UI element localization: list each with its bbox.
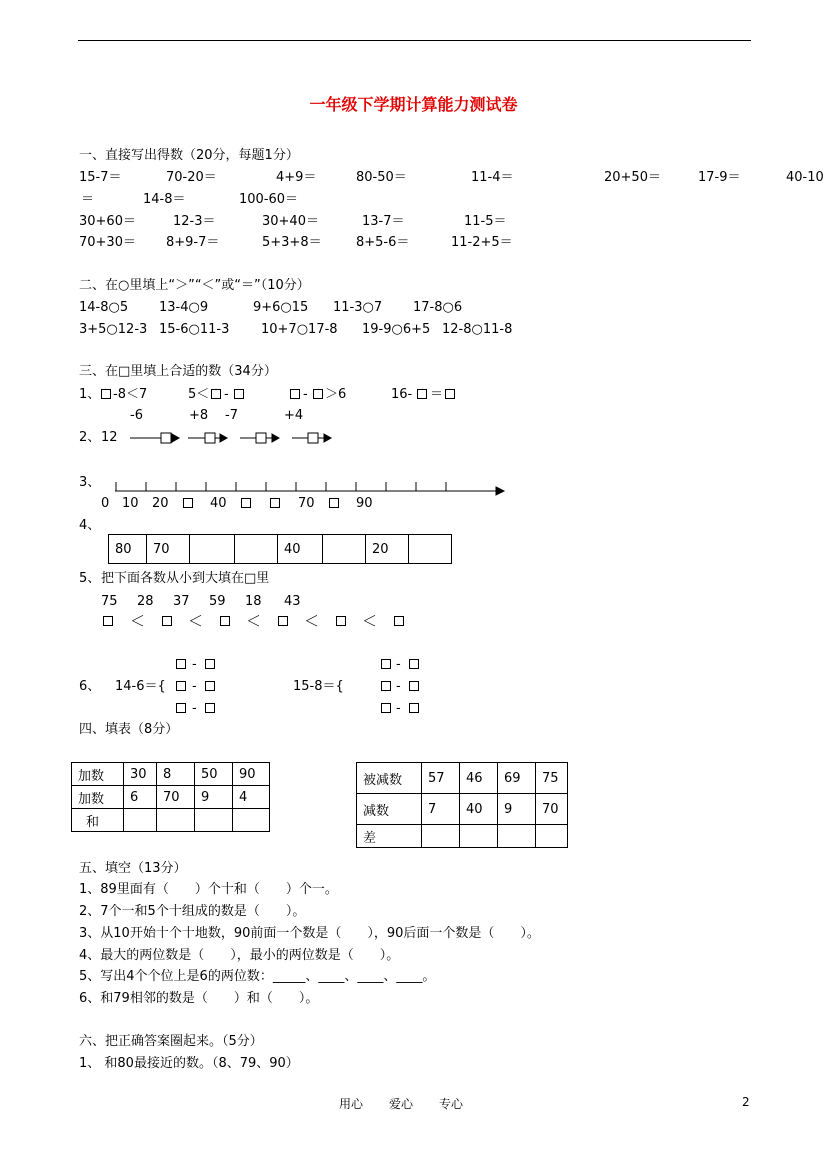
table-cell: 70 xyxy=(157,786,195,809)
table-cell: 减数 xyxy=(357,794,422,825)
page-number: 2 xyxy=(742,1095,750,1109)
number-line-label: 40 xyxy=(210,496,227,511)
blank-box xyxy=(101,387,111,403)
table-cell xyxy=(124,809,157,832)
number-line-label: 90 xyxy=(356,496,373,511)
page-title: 一年级下学期计算能力测试卷 xyxy=(309,95,518,114)
number: 18 xyxy=(245,594,262,609)
table-cell xyxy=(498,825,536,848)
table-cell: 差 xyxy=(357,825,422,848)
table-cell: 70 xyxy=(536,794,568,825)
compare-problem: 12-8○11-8 xyxy=(442,322,513,337)
number: 37 xyxy=(173,594,190,609)
blank-box xyxy=(176,657,186,673)
blank-box xyxy=(290,387,300,403)
arrow-operation: -7 xyxy=(225,408,238,423)
table-cell: 9 xyxy=(195,786,233,809)
blank-box xyxy=(409,657,419,673)
table-cell: 和 xyxy=(72,809,124,832)
problem: 40-10 xyxy=(786,170,824,185)
question-number: 6、 xyxy=(79,679,101,694)
table-cell xyxy=(233,809,270,832)
table-cell: 6 xyxy=(124,786,157,809)
blank-box xyxy=(205,679,215,695)
decompose-equation: 14-6＝{ xyxy=(115,679,166,694)
counting-table xyxy=(108,534,452,564)
table-cell: 46 xyxy=(460,763,498,794)
problem: ＝ xyxy=(81,192,95,207)
blank-box xyxy=(183,496,193,512)
table-cell: 被减数 xyxy=(357,763,422,794)
blank-box xyxy=(394,614,404,630)
compare-problem: 17-8○6 xyxy=(413,300,463,315)
problem: 80-50＝ xyxy=(356,170,407,185)
compare-problem: 13-4○9 xyxy=(159,300,209,315)
problem: 30+60＝ xyxy=(79,214,136,229)
table-cell: 80 xyxy=(109,535,147,564)
minus-sign: - xyxy=(192,679,197,694)
table-cell: 4 xyxy=(233,786,270,809)
minus-sign: - xyxy=(396,701,401,716)
less-than-sign: ＜ xyxy=(304,612,320,630)
question-number: 4、 xyxy=(79,518,101,533)
footer-word: 用心 xyxy=(339,1097,364,1111)
problem: 20+50＝ xyxy=(604,170,661,185)
problem-text: -8＜7 xyxy=(113,387,148,402)
problem: 12-3＝ xyxy=(173,214,216,229)
fill-item: 5、写出4个个位上是6的两位数：_____、____、____、____。 xyxy=(79,969,436,984)
compare-problem: 19-9○6+5 xyxy=(362,322,431,337)
problem-text: 5＜ xyxy=(188,387,210,402)
footer-word: 专心 xyxy=(439,1097,464,1111)
table-cell xyxy=(460,825,498,848)
compare-problem: 9+6○15 xyxy=(253,300,309,315)
problem: 11-5＝ xyxy=(464,214,507,229)
table-cell: 57 xyxy=(422,763,460,794)
number: 43 xyxy=(284,594,301,609)
blank-box xyxy=(409,679,419,695)
blank-box xyxy=(445,387,455,403)
table-cell xyxy=(409,535,452,564)
problem: 14-8＝ xyxy=(143,192,186,207)
problem: 70+30＝ xyxy=(79,235,136,250)
table-cell xyxy=(422,825,460,848)
section2-heading: 二、在○里填上“＞”“＜”或“＝”（10分） xyxy=(79,278,310,293)
compare-problem: 15-6○11-3 xyxy=(159,322,230,337)
less-than-sign: ＜ xyxy=(130,612,146,630)
problem: 30+40＝ xyxy=(262,214,319,229)
blank-box xyxy=(234,387,244,403)
table-cell: 加数 xyxy=(72,763,124,786)
number: 75 xyxy=(101,594,118,609)
table-cell: 50 xyxy=(195,763,233,786)
problem-text: ＝ xyxy=(430,387,444,402)
table-cell xyxy=(536,825,568,848)
header-rule xyxy=(78,40,751,41)
fill-item: 2、7个一和5个十组成的数是（ ）。 xyxy=(79,904,306,919)
table-cell xyxy=(195,809,233,832)
table-cell: 8 xyxy=(157,763,195,786)
number: 28 xyxy=(137,594,154,609)
number: 59 xyxy=(209,594,226,609)
addition-table xyxy=(71,762,270,832)
problem: 100-60＝ xyxy=(239,192,299,207)
section4-heading: 四、填表（8分） xyxy=(79,722,179,737)
number-line xyxy=(100,476,510,496)
less-than-sign: ＜ xyxy=(188,612,204,630)
problem: 8+9-7＝ xyxy=(166,235,220,250)
blank-box xyxy=(381,679,391,695)
problem: 13-7＝ xyxy=(362,214,405,229)
minus-sign: - xyxy=(192,657,197,672)
table-cell: 75 xyxy=(536,763,568,794)
table-cell xyxy=(190,535,235,564)
section3-heading: 三、在□里填上合适的数（34分） xyxy=(79,364,277,379)
table-cell: 30 xyxy=(124,763,157,786)
problem: 11-4＝ xyxy=(471,170,514,185)
table-cell: 90 xyxy=(233,763,270,786)
footer-word: 爱心 xyxy=(389,1097,414,1111)
table-cell xyxy=(323,535,366,564)
fill-item: 3、从10开始十个十地数，90前面一个数是（ ），90后面一个数是（ ）。 xyxy=(79,926,540,941)
number-line-label: 70 xyxy=(298,496,315,511)
table-cell: 加数 xyxy=(72,786,124,809)
blank-box xyxy=(220,614,230,630)
compare-problem: 10+7○17-8 xyxy=(261,322,338,337)
section6-heading: 六、把正确答案圈起来。（5分） xyxy=(79,1034,263,1049)
subtraction-table xyxy=(356,762,568,848)
blank-box xyxy=(381,657,391,673)
blank-box xyxy=(381,701,391,717)
blank-box xyxy=(103,614,113,630)
number-line-label: 20 xyxy=(152,496,169,511)
question-number: 3、 xyxy=(79,475,101,490)
start-number: 12 xyxy=(101,430,118,445)
section1-heading: 一、直接写出得数（20分，每题1分） xyxy=(79,148,299,163)
blank-box xyxy=(329,496,339,512)
blank-box xyxy=(409,701,419,717)
table-cell: 7 xyxy=(422,794,460,825)
arrow-operation: -6 xyxy=(130,408,143,423)
blank-box xyxy=(176,679,186,695)
arrow-chain-icon xyxy=(128,430,338,446)
blank-box xyxy=(270,496,280,512)
question-text: 把下面各数从小到大填在□里 xyxy=(101,571,270,586)
fill-item: 6、和79相邻的数是（ ）和（ ）。 xyxy=(79,991,319,1006)
problem: 15-7＝ xyxy=(79,170,122,185)
blank-box xyxy=(162,614,172,630)
blank-box xyxy=(417,387,427,403)
problem: 70-20＝ xyxy=(166,170,217,185)
problem: 17-9＝ xyxy=(698,170,741,185)
arrow-operation: +4 xyxy=(284,408,304,423)
minus-sign: - xyxy=(396,657,401,672)
less-than-sign: ＜ xyxy=(362,612,378,630)
blank-box xyxy=(176,701,186,717)
table-cell xyxy=(157,809,195,832)
blank-box xyxy=(313,387,323,403)
problem-text: ＞6 xyxy=(325,387,347,402)
table-cell: 40 xyxy=(460,794,498,825)
table-cell: 69 xyxy=(498,763,536,794)
blank-box xyxy=(205,701,215,717)
fill-item: 1、89里面有（ ）个十和（ ）个一。 xyxy=(79,882,338,897)
compare-problem: 3+5○12-3 xyxy=(79,322,148,337)
section5-heading: 五、填空（13分） xyxy=(79,861,187,876)
minus-sign: - xyxy=(396,679,401,694)
less-than-sign: ＜ xyxy=(246,612,262,630)
problem-text: - xyxy=(224,387,229,402)
blank-box xyxy=(241,496,251,512)
compare-problem: 14-8○5 xyxy=(79,300,129,315)
problem: 11-2+5＝ xyxy=(451,235,513,250)
table-cell: 70 xyxy=(147,535,190,564)
question-number: 1、 xyxy=(79,387,101,402)
blank-box xyxy=(211,387,221,403)
question-number: 5、 xyxy=(79,571,101,586)
table-cell: 9 xyxy=(498,794,536,825)
table-cell: 40 xyxy=(278,535,323,564)
table-cell: 20 xyxy=(366,535,409,564)
arrow-operation: +8 xyxy=(189,408,209,423)
compare-problem: 11-3○7 xyxy=(333,300,383,315)
blank-box xyxy=(278,614,288,630)
problem: 4+9＝ xyxy=(276,170,317,185)
number-line-label: 10 xyxy=(122,496,139,511)
problem-text: 16- xyxy=(391,387,413,402)
fill-item: 4、最大的两位数是（ ），最小的两位数是（ ）。 xyxy=(79,948,400,963)
minus-sign: - xyxy=(192,701,197,716)
number-line-label: 0 xyxy=(101,496,110,511)
problem: 5+3+8＝ xyxy=(262,235,322,250)
problem-text: - xyxy=(303,387,308,402)
choice-item: 1、 和80最接近的数。（8、79、90） xyxy=(79,1056,299,1071)
decompose-equation: 15-8＝{ xyxy=(293,679,344,694)
question-number: 2、 xyxy=(79,430,101,445)
problem: 8+5-6＝ xyxy=(356,235,410,250)
blank-box xyxy=(205,657,215,673)
blank-box xyxy=(336,614,346,630)
table-cell xyxy=(235,535,278,564)
